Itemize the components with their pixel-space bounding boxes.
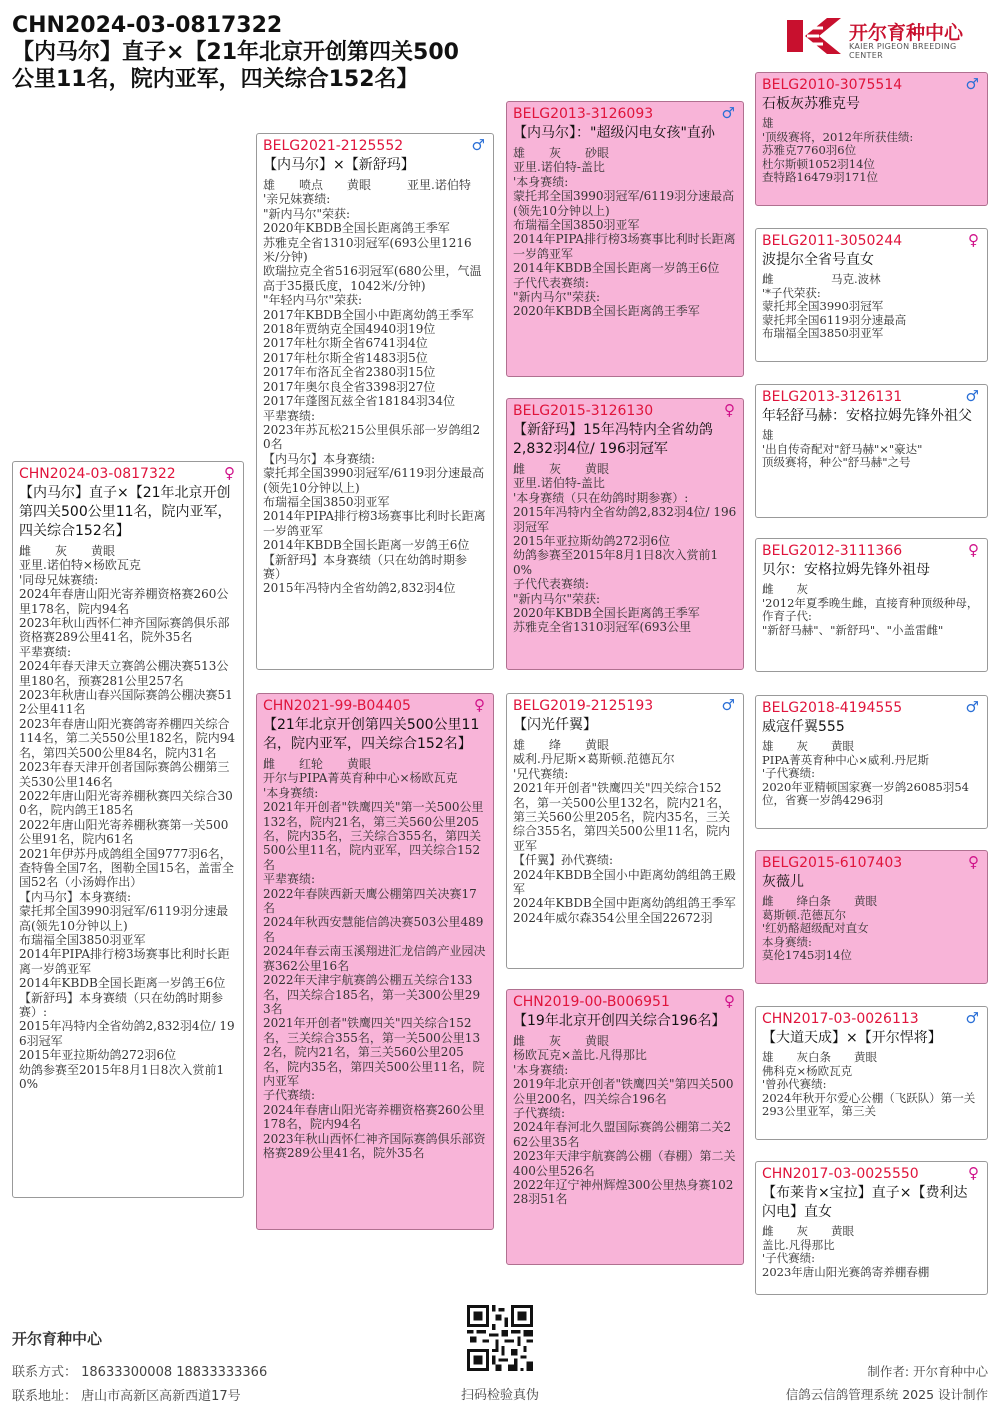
pigeon-details: 雌 灰 黄眼 亚里.诺伯特×杨欧瓦克 '同母兄妹赛绩: 2024年春唐山阳光寄养棚资格赛260公里178名，院内94名 2023年秋山西怀仁神齐国际赛鸽俱乐部资格赛289公里41名，院外35名 平辈赛绩: 2024年春天津天立赛鸽公棚决赛513公里180名，预赛281公里257名 2023年秋唐山春兴国际赛鸽公棚决赛512公里411名 2023年春唐山阳光赛鸽寄养棚四关综合114名，第二关550公里182名，院内94名，第四关500公里84名，院内31名 2023年春天津开创者国际赛鸽公棚第三关530公里146名 2022年唐山阳光寄养棚秋赛四关综合300名，院内鸽王185名 2022年唐山阳光寄养棚秋赛第一关500公里91名，院内61名 2021年伊苏丹成鸽组全国9777羽6名，查特鲁全国7名，图勒全国15名，盖雷全国52名（小汤姆作出） 【内马尔】本身赛绩: 蒙托邦全国3990羽冠军/6119羽分速最高(领先10分钟以上) 布瑞福全国3850羽亚军 2014年PIPA排行榜3场赛事比利时长距离一岁鸽亚军 2014年KBDB全国长距离一岁鸽王6位 【新舒玛】本身赛绩（只在幼鸽时期参赛）: 2015年冯特内全省幼鸽2,832羽4位/ 196羽冠军 2015年亚拉斯幼鸽272羽6位 幼鸽参赛至2015年8月1日8次入赏前10% xyxy=(19,544,235,1092)
ring-number: BELG2021-2125552 xyxy=(263,138,404,154)
male-icon: ♂ xyxy=(965,387,979,405)
pigeon-name: 【闪光仟翼】 xyxy=(513,717,597,733)
card-grandsire-1 xyxy=(506,101,744,377)
kaier-logo-icon xyxy=(783,14,843,58)
card-great-grandsire-2 xyxy=(755,384,988,518)
pigeon-details: 雄 灰白条 黄眼 佛科克×杨欧瓦克 '曾孙代赛绩: 2024年秋开尔爱心公棚（飞跃队）第一关293公里亚军，第三关 xyxy=(762,1050,976,1119)
card-granddam-2 xyxy=(506,989,744,1265)
male-icon: ♂ xyxy=(965,698,979,716)
pigeon-name: 【21年北京开创第四关500公里11名，院内亚军，四关综合152名】 xyxy=(263,717,480,752)
pigeon-details: 雌 灰 黄眼 盖比.凡得那比 '子代赛绩: 2023年唐山阳光赛鸽寄养棚春棚 xyxy=(762,1224,930,1279)
ring-number: BELG2011-3050244 xyxy=(762,233,903,249)
qr-code-icon[interactable] xyxy=(467,1305,533,1371)
pigeon-details: 雌 灰 黄眼 杨欧瓦克×盖比.凡得那比 '本身赛绩: 2019年北京开创者"铁鹰四关"第四关500公里200名，四关综合196名 子代赛绩: 2024年春河北久盟国际赛鸽公棚第二关262公里35名 2023年天津宇航赛鸽公棚（春棚）第二关400公里526名 2022年辽宁神州辉煌300公里热身赛10228羽51名 xyxy=(513,1034,736,1207)
pigeon-name: 波提尔全省号直女 xyxy=(762,252,874,268)
ring-number: BELG2015-3126130 xyxy=(513,403,654,419)
qr-label: 扫码检验真伪 xyxy=(460,1388,539,1403)
female-icon: ♀ xyxy=(968,541,979,559)
female-icon: ♀ xyxy=(224,464,235,482)
pigeon-details: 雄 灰 黄眼 PIPA菁英育种中心×威利.丹尼斯 '子代赛绩: 2020年亚精顿国家赛一岁鸽26085羽54位，省赛一岁鸽4296羽 xyxy=(762,739,969,808)
ring-number: CHN2019-00-B006951 xyxy=(513,994,670,1010)
male-icon: ♂ xyxy=(965,75,979,93)
card-great-granddam-3 xyxy=(755,850,988,984)
pigeon-details: 雌 绛白条 黄眼 葛斯顿.范德瓦尔 '红奶酪超级配对直女 本身赛绩: 莫伦1745羽14位 xyxy=(762,894,877,963)
female-icon: ♀ xyxy=(968,853,979,871)
footer-maker: 制作者: 开尔育种中心 xyxy=(867,1364,988,1379)
ring-number: BELG2018-4194555 xyxy=(762,700,903,716)
pigeon-details: 雌 马克.波林 '*子代荣获: 蒙托邦全国3990羽冠军 蒙托邦全国6119羽分速最高 布瑞福全国3850羽亚军 xyxy=(762,272,907,341)
pigeon-details: 雄 灰 砂眼 亚里.诺伯特-盖比 '本身赛绩: 蒙托邦全国3990羽冠军/6119羽分速最高(领先10分钟以上) 布瑞福全国3850羽亚军 2014年PIPA排行榜3场赛事比利时长距离一岁鸽亚军 2014年KBDB全国长距离一岁鸽王6位 子代代表赛绩: "新内马尔"荣获: 2020年KBDB全国长距离鸽王季军 xyxy=(513,146,736,319)
card-great-grandsire-3 xyxy=(755,695,988,829)
female-icon: ♀ xyxy=(968,231,979,249)
ring-number: BELG2015-6107403 xyxy=(762,855,903,871)
pigeon-name: 【布莱肯×宝拉】直子×【费利达闪电】直女 xyxy=(762,1185,968,1220)
pigeon-details: 雌 灰 黄眼 亚里.诺伯特-盖比 '本身赛绩（只在幼鸽时期参赛）: 2015年冯特内全省幼鸽2,832羽4位/ 196羽冠军 2015年亚拉斯幼鸽272羽6位 幼鸽参赛至2015年8月1日8次入赏前10% 子代代表赛绩: "新内马尔"荣获: 2020年KBDB全国长距离鸽王季军 苏雅克全省1310羽冠军(693公里 xyxy=(513,462,737,635)
ring-number: CHN2021-99-B04405 xyxy=(263,698,411,714)
pigeon-details: 雄 '出自传奇配对"舒马赫"×"豪达" 顶级赛将，种公"舒马赫"之号 xyxy=(762,428,923,470)
pigeon-name: 年轻舒马赫：安格拉姆先锋外祖父 xyxy=(762,408,972,424)
pigeon-name: 灰薇儿 xyxy=(762,874,804,890)
male-icon: ♂ xyxy=(965,1009,979,1027)
pigeon-name: 【内马尔】直子×【21年北京开创第四关500公里11名，院内亚军，四关综合152名】 xyxy=(19,485,232,539)
pigeon-details: 雌 灰 '2012年夏季晚生雌，直接育种顶级种母，作育子代: "新舒马赫"、"新舒玛"、"小盖雷雌" xyxy=(762,582,979,637)
card-great-granddam-1 xyxy=(755,228,988,362)
card-great-grandsire-4 xyxy=(755,1006,988,1140)
pigeon-details: 雄 绛 黄眼 威利.丹尼斯×葛斯顿.范德瓦尔 '兄代赛绩: 2021年开创者"铁鹰四关"四关综合152名，第一关500公里132名，院内21名，第三关560公里205名，院内35名，三关综合355名，第四关500公里11名，院内亚军 【仟翼】孙代赛绩: 2024年KBDB全国小中距离幼鸽组鸽王殿军 2024年KBDB全国中距离幼鸽组鸽王季军 2024年威尔森354公里全国22672羽 xyxy=(513,738,736,925)
pigeon-details: 雄 '顶级赛将，2012年所获佳绩: 苏雅克7760羽6位 杜尔斯顿1052羽14位 查特路16479羽171位 xyxy=(762,116,914,185)
card-great-grandsire-1 xyxy=(755,72,988,206)
card-great-granddam-4 xyxy=(755,1161,988,1295)
ring-number: BELG2013-3126093 xyxy=(513,106,654,122)
logo-subtitle: KAIER PIGEON BREEDING CENTER xyxy=(849,42,957,60)
pigeon-name: 【19年北京开创四关综合196名】 xyxy=(513,1013,726,1029)
pigeon-name: 【新舒玛】15年冯特内全省幼鸽2,832羽4位/ 196羽冠军 xyxy=(513,422,713,457)
pigeon-name: 威寇仟翼555 xyxy=(762,719,845,735)
card-granddam-1 xyxy=(506,398,744,670)
logo-name: 开尔育种中心 xyxy=(849,22,964,44)
ring-number: BELG2013-3126131 xyxy=(762,389,903,405)
footer-system: 信鸽云信鸽管理系统 2025 设计制作 xyxy=(785,1387,988,1402)
male-icon: ♂ xyxy=(471,136,485,154)
pigeon-name: 石板灰苏雅克号 xyxy=(762,96,860,112)
brand-logo xyxy=(783,14,988,58)
pigeon-name: 【内马尔】×【新舒玛】 xyxy=(263,157,415,173)
footer-address: 联系地址： 唐山市高新区高新西道17号 xyxy=(12,1389,241,1404)
pigeon-details: 雄 喷点 黄眼 亚里.诺伯特 '亲兄妹赛绩: "新内马尔"荣获: 2020年KBDB全国长距离鸽王季军 苏雅克全省1310羽冠军(693公里1216米/分钟) 欧瑞拉克全省516羽冠军(680公里，气温高于35摄氏度，1042米/分钟) "年轻内马尔"荣获: 2017年KBDB全国小中距离幼鸽王季军 2018年贾纳克全国4940羽19位 2017年杜尔斯全省6741羽4位 2017年杜尔斯全省1483羽5位 2017年布洛瓦全省2380羽15位 2017年奥尔良全省3398羽27位 2017年蓬图瓦兹全省18184羽34位 平辈赛绩: 2023年苏瓦松215公里俱乐部一岁鸽组20名 【内马尔】本身赛绩: 蒙托邦全国3990羽冠军/6119羽分速最高(领先10分钟以上) 布瑞福全国3850羽亚军 2014年PIPA排行榜3场赛事比利时长距离一岁鸽亚军 2014年KBDB全国长距离一岁鸽王6位 【新舒玛】本身赛绩（只在幼鸽时期参赛） 2015年冯特内全省幼鸽2,832羽4位 xyxy=(263,178,486,596)
page-title: CHN2024-03-0817322 【内马尔】直子×【21年北京开创第四关500公里11名，院内亚军，四关综合152名】 xyxy=(12,13,459,92)
female-icon: ♀ xyxy=(724,992,735,1010)
card-dam xyxy=(256,693,494,1230)
card-subject xyxy=(12,461,244,1198)
ring-number: BELG2012-3111366 xyxy=(762,543,903,559)
pigeon-details: 雌 红轮 黄眼 开尔与PIPA菁英育种中心×杨欧瓦克 '本身赛绩: 2021年开创者"铁鹰四关"第一关500公里132名，院内21名，第三关560公里205名，院内35名，三关综合355名，第四关500公里11名，院内亚军，四关综合152名 平辈赛绩: 2022年春陕西新天鹰公棚第四关决赛17名 2024年秋西安慧能信鸽决赛503公里489名 2024年春云南玉溪翔进汇龙信鸽产业园决赛362公里16名 2022年天津宇航赛鸽公棚五关综合133名，四关综合185名，第一关300公里293名 2021年开创者"铁鹰四关"四关综合152名，三关综合355名，第一关500公里132名，院内21名，第三关560公里205名，院内35名，第四关500公里11名，院内亚军 子代赛绩: 2024年春唐山阳光寄养棚资格赛260公里178名，院内94名 2023年秋山西怀仁神齐国际赛鸽俱乐部资格赛289公里41名，院外35名 xyxy=(263,757,486,1160)
female-icon: ♀ xyxy=(968,1164,979,1182)
ring-number: BELG2019-2125193 xyxy=(513,698,654,714)
footer-contact: 联系方式： 18633300008 18833333366 xyxy=(12,1365,268,1380)
ring-number: CHN2017-03-0026113 xyxy=(762,1011,919,1027)
male-icon: ♂ xyxy=(721,696,735,714)
ring-number: CHN2017-03-0025550 xyxy=(762,1166,919,1182)
female-icon: ♀ xyxy=(474,696,485,714)
pigeon-name: 贝尔：安格拉姆先锋外祖母 xyxy=(762,562,930,578)
ring-number: BELG2010-3075514 xyxy=(762,77,903,93)
pigeon-name: 【内马尔】："超级闪电女孩"直孙 xyxy=(513,125,715,141)
card-great-granddam-2 xyxy=(755,538,988,672)
pigeon-name: 【大道天成】×【开尔悍将】 xyxy=(762,1030,942,1046)
male-icon: ♂ xyxy=(721,104,735,122)
card-grandsire-2 xyxy=(506,693,744,969)
footer-brand: 开尔育种中心 xyxy=(12,1330,103,1348)
card-sire xyxy=(256,133,494,670)
ring-number: CHN2024-03-0817322 xyxy=(19,466,176,482)
female-icon: ♀ xyxy=(724,401,735,419)
